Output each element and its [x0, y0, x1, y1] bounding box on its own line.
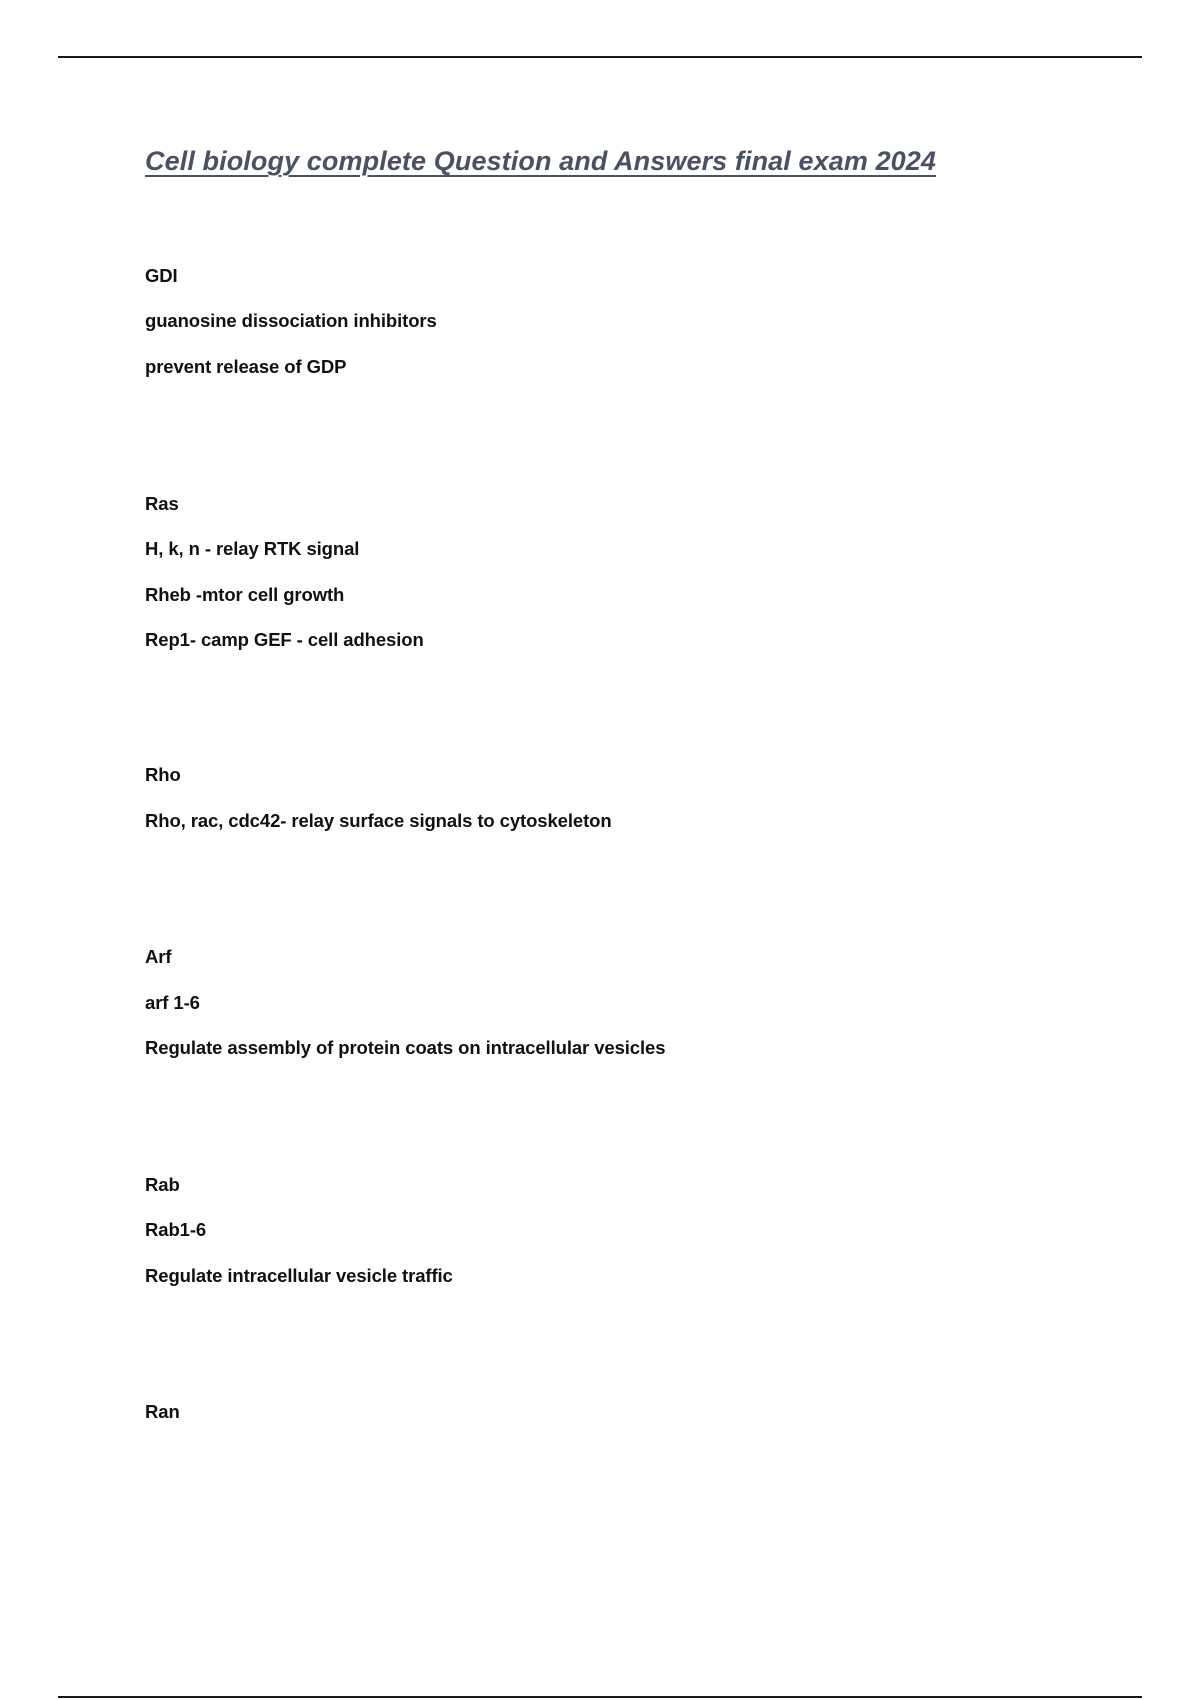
- header-rule: [58, 56, 1142, 58]
- entry-term-rab: Rab: [145, 1174, 180, 1195]
- entry-term-ras: Ras: [145, 493, 179, 514]
- entry-line: Regulate intracellular vesicle traffic: [145, 1265, 453, 1286]
- entry-term-rho: Rho: [145, 764, 181, 785]
- entry-line: Rab1-6: [145, 1219, 207, 1240]
- entry-term-arf: Arf: [145, 946, 172, 967]
- entry-line: arf 1-6: [145, 992, 200, 1013]
- entry-line: H, k, n - relay RTK signal: [145, 538, 360, 559]
- entry-line: Rheb -mtor cell growth: [145, 584, 345, 605]
- document-title: Cell biology complete Question and Answers final exam 2024: [145, 146, 937, 176]
- entry-line: Regulate assembly of protein coats on intracellular vesicles: [145, 1037, 666, 1058]
- footer-rule: [58, 1696, 1142, 1698]
- entry-line: prevent release of GDP: [145, 356, 347, 377]
- entry-line: guanosine dissociation inhibitors: [145, 310, 437, 331]
- entry-term-gdi: GDI: [145, 265, 178, 286]
- entry-line: Rep1- camp GEF - cell adhesion: [145, 629, 424, 650]
- entry-line: Rho, rac, cdc42- relay surface signals to cytoskeleton: [145, 810, 612, 831]
- entry-term-ran: Ran: [145, 1401, 180, 1422]
